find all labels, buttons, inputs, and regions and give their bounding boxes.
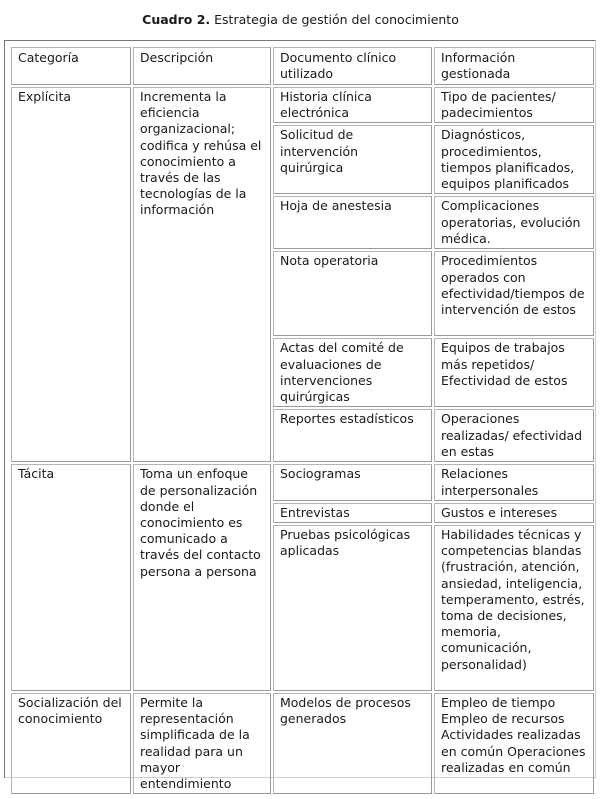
knowledge-strategy-table bbox=[9, 45, 596, 796]
header-descripcion: Descripción bbox=[133, 47, 271, 85]
category-cell: Socialización del conocimiento bbox=[11, 693, 131, 794]
table-caption bbox=[0, 11, 601, 29]
info-cell: Habilidades técnicas y competencias blandas (frustración, atención, ansiedad, inteligencia, temperamento, estrés, toma de decisiones, memoria, comunicación, personalidad) bbox=[434, 525, 594, 691]
header-row bbox=[11, 47, 594, 85]
info-cell: Complicaciones operatorias, evolución médica. bbox=[434, 196, 594, 249]
document-cell: Nota operatoria bbox=[273, 251, 432, 336]
category-cell: Tácita bbox=[11, 464, 131, 691]
info-cell: Operaciones realizadas/ efectividad en estas bbox=[434, 409, 594, 462]
header-categoria: Categoría bbox=[11, 47, 131, 85]
header-documento: Documento clínico utilizado bbox=[273, 47, 432, 85]
document-cell: Pruebas psicológicas aplicadas bbox=[273, 525, 432, 691]
document-cell: Entrevistas bbox=[273, 503, 432, 523]
table-frame bbox=[4, 40, 596, 792]
info-cell: Tipo de pacientes/ padecimientos bbox=[434, 87, 594, 123]
table-row bbox=[11, 693, 594, 794]
info-cell: Empleo de tiempo Empleo de recursos Actividades realizadas en común Operaciones realizadas en común bbox=[434, 693, 594, 794]
caption-title: Estrategia de gestión del conocimiento bbox=[214, 12, 459, 27]
info-cell: Diagnósticos, procedimientos, tiempos planificados, equipos planificados bbox=[434, 125, 594, 194]
table-row bbox=[11, 464, 594, 500]
document-cell: Hoja de anestesia bbox=[273, 196, 432, 249]
header-informacion: Información gestionada bbox=[434, 47, 594, 85]
description-cell: Toma un enfoque de personalización donde el conocimiento es comunicado a través del contacto persona a persona bbox=[133, 464, 271, 691]
info-cell: Gustos e intereses bbox=[434, 503, 594, 523]
info-cell: Equipos de trabajos más repetidos/ Efectividad de estos bbox=[434, 338, 594, 407]
description-cell: Incrementa la eficiencia organizacional; codifica y rehúsa el conocimiento a través de las tecnologías de la información bbox=[133, 87, 271, 462]
caption-label: Cuadro 2. bbox=[142, 12, 211, 27]
info-cell: Relaciones interpersonales bbox=[434, 464, 594, 500]
description-cell: Permite la representación simplificada de la realidad para un mayor entendimiento bbox=[133, 693, 271, 794]
table-row bbox=[11, 87, 594, 123]
document-cell: Actas del comité de evaluaciones de intervenciones quirúrgicas bbox=[273, 338, 432, 407]
document-cell: Reportes estadísticos bbox=[273, 409, 432, 462]
info-cell: Procedimientos operados con efectividad/tiempos de intervención de estos bbox=[434, 251, 594, 336]
document-cell: Sociogramas bbox=[273, 464, 432, 500]
document-cell: Historia clínica electrónica bbox=[273, 87, 432, 123]
document-cell: Modelos de procesos generados bbox=[273, 693, 432, 794]
document-cell: Solicitud de intervención quirúrgica bbox=[273, 125, 432, 194]
category-cell: Explícita bbox=[11, 87, 131, 462]
